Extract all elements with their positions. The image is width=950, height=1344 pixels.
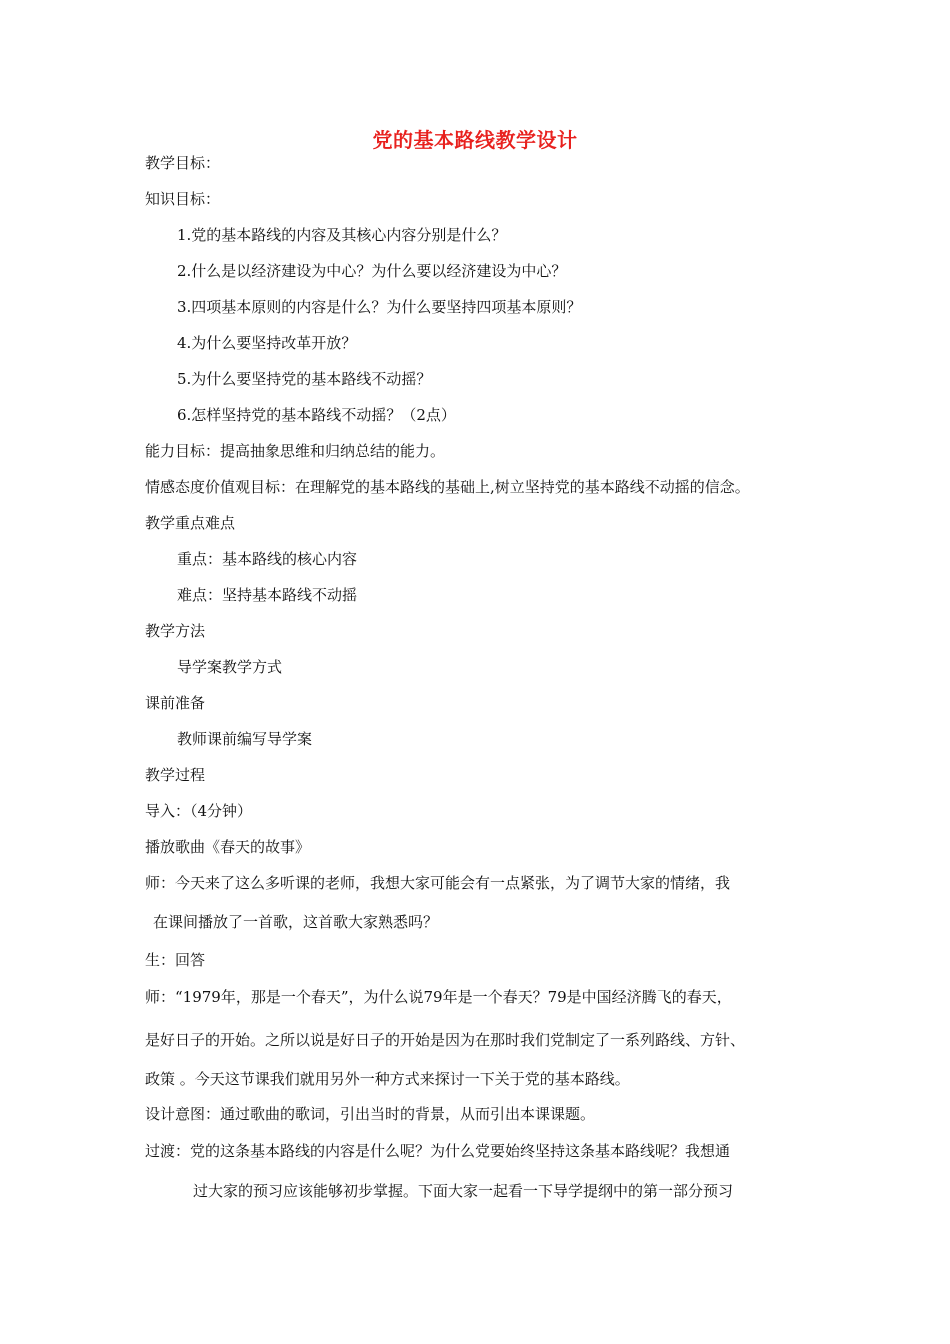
list-item: 6.怎样坚持党的基本路线不动摇？（2点） [177, 406, 456, 424]
text-line: 师：“1979年，那是一个春天”，为什么说79年是一个春天？79是中国经济腾飞的春天， [145, 988, 732, 1006]
text-line: 难点：坚持基本路线不动摇 [177, 586, 358, 604]
section-heading: 教学重点难点 [145, 514, 236, 532]
text-line: 导学案教学方式 [177, 658, 283, 676]
text-line: 是好日子的开始。之所以说是好日子的开始是因为在那时我们党制定了一系列路线、方针、 [145, 1031, 746, 1049]
section-heading: 教学过程 [145, 766, 206, 784]
text-line: 师：今天来了这么多听课的老师，我想大家可能会有一点紧张，为了调节大家的情绪，我 [145, 874, 731, 892]
list-item: 1.党的基本路线的内容及其核心内容分别是什么？ [177, 226, 507, 244]
list-item: 4.为什么要坚持改革开放？ [177, 334, 357, 352]
text-line: 教学目标： [145, 154, 221, 172]
text-line: 过渡：党的这条基本路线的内容是什么呢？为什么党要始终坚持这条基本路线呢？我想通 [145, 1142, 731, 1160]
list-item: 3.四项基本原则的内容是什么？为什么要坚持四项基本原则？ [177, 298, 582, 316]
document-title: 党的基本路线教学设计 [372, 128, 578, 152]
text-line: 政策 。今天这节课我们就用另外一种方式来探讨一下关于党的基本路线。 [145, 1070, 630, 1088]
section-heading: 教学方法 [145, 622, 206, 640]
text-line: 过大家的预习应该能够初步掌握。下面大家一起看一下导学提纲中的第一部分预习 [193, 1182, 734, 1200]
text-line: 生：回答 [145, 951, 206, 969]
text-line: 知识目标： [145, 190, 221, 208]
section-heading: 课前准备 [145, 694, 206, 712]
text-line: 情感态度价值观目标：在理解党的基本路线的基础上,树立坚持党的基本路线不动摇的信念。 [145, 478, 750, 496]
text-line: 重点：基本路线的核心内容 [177, 550, 358, 568]
list-item: 5.为什么要坚持党的基本路线不动摇？ [177, 370, 432, 388]
text-line: 在课间播放了一首歌，这首歌大家熟悉吗？ [153, 913, 439, 931]
text-line: 教师课前编写导学案 [177, 730, 313, 748]
text-line: 导入：（4分钟） [145, 802, 253, 820]
text-line: 播放歌曲《春天的故事》 [145, 838, 311, 856]
text-line: 能力目标：提高抽象思维和归纳总结的能力。 [145, 442, 446, 460]
list-item: 2.什么是以经济建设为中心？为什么要以经济建设为中心？ [177, 262, 567, 280]
text-line: 设计意图：通过歌曲的歌词，引出当时的背景，从而引出本课课题。 [145, 1105, 596, 1123]
